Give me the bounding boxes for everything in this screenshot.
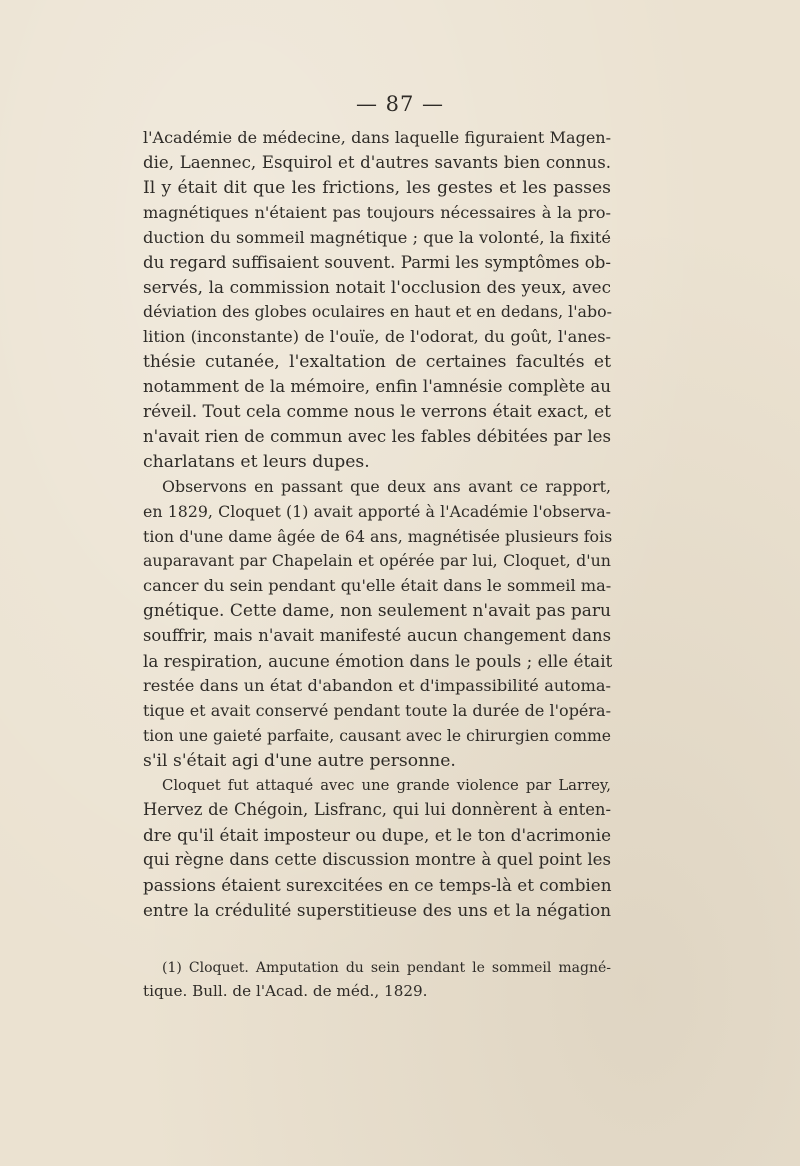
text-line: die, Laennec, Esquirol et d'autres savants bien connus. [143, 152, 611, 172]
text-line: tion d'une dame âgée de 64 ans, magnétisée plusieurs fois [143, 526, 613, 546]
text-line: Hervez de Chégoin, Lisfranc, qui lui donnèrent à enten- [143, 800, 611, 820]
text-line: s'il s'était agi d'une autre personne. [143, 750, 456, 771]
text-line: Observons en passant que deux ans avant ce rapport, [162, 476, 611, 496]
text-line: cancer du sein pendant qu'elle était dans le sommeil ma- [143, 576, 612, 596]
text-line: notamment de la mémoire, enfin l'amnésie complète au [143, 377, 611, 397]
text-line: qui règne dans cette discussion montre à quel point les [143, 850, 611, 870]
text-line: tion une gaieté parfaite, causant avec le chirurgien comme [143, 726, 611, 745]
footnote-line: (1) Cloquet. Amputation du sein pendant le sommeil magné- [162, 960, 611, 976]
footnote-line: tique. Bull. de l'Acad. de méd., 1829. [143, 982, 428, 1000]
text-line: Il y était dit que les frictions, les gestes et les passes [143, 177, 611, 198]
text-line: gnétique. Cette dame, non seulement n'avait pas paru [143, 601, 611, 622]
text-line: lition (inconstante) de l'ouïe, de l'odorat, du goût, l'anes- [143, 327, 611, 347]
text-line: la respiration, aucune émotion dans le pouls ; elle était [143, 651, 613, 672]
body-text [143, 126, 611, 923]
text-line: magnétiques n'étaient pas toujours nécessaires à la pro- [143, 202, 611, 222]
text-line: n'avait rien de commun avec les fables débitées par les [143, 426, 611, 446]
text-line: tique et avait conservé pendant toute la durée de l'opéra- [143, 700, 611, 720]
text-line: du regard suffisaient souvent. Parmi les symptômes ob- [143, 252, 611, 272]
page-number: — 87 — [355, 92, 445, 116]
text-line: restée dans un état d'abandon et d'impassibilité automa- [143, 675, 611, 695]
text-line: charlatans et leurs dupes. [143, 451, 370, 472]
text-line: auparavant par Chapelain et opérée par lui, Cloquet, d'un [143, 551, 611, 571]
text-line: thésie cutanée, l'exaltation de certaines facultés et [143, 352, 611, 373]
footnote [143, 957, 611, 1003]
text-line: dre qu'il était imposteur ou dupe, et le ton d'acrimonie [143, 825, 611, 846]
text-line: servés, la commission notait l'occlusion des yeux, avec [143, 277, 611, 298]
text-line: déviation des globes oculaires en haut et en dedans, l'abo- [143, 302, 612, 322]
text-line: l'Académie de médecine, dans laquelle figuraient Magen- [143, 128, 611, 147]
text-line: passions étaient surexcitées en ce temps-là et combien [143, 875, 612, 896]
text-line: réveil. Tout cela comme nous le verrons était exact, et [143, 401, 611, 422]
text-line: en 1829, Cloquet (1) avait apporté à l'Académie l'observa- [143, 501, 611, 521]
text-line: souffrir, mais n'avait manifesté aucun changement dans [143, 626, 611, 646]
text-line: Cloquet fut attaqué avec une grande violence par Larrey, [162, 776, 611, 794]
text-line: entre la crédulité superstitieuse des uns et la négation [143, 900, 611, 921]
text-line: duction du sommeil magnétique ; que la volonté, la fixité [143, 227, 611, 247]
